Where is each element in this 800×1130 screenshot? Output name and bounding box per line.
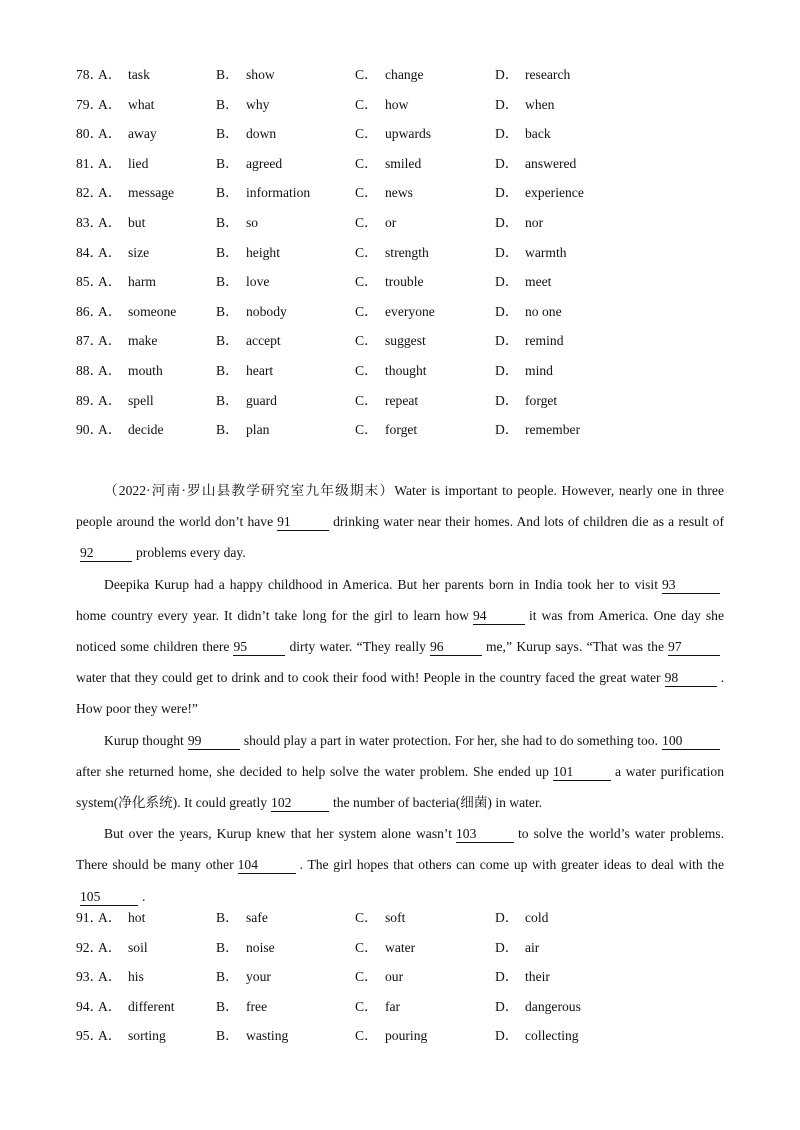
passage-text: problems every day. — [136, 545, 246, 561]
question-number: 80． — [76, 126, 104, 142]
passage-text: after she returned home, she decided to help solve the water problem. She ended up — [76, 763, 549, 779]
option-letter: D． — [495, 126, 519, 142]
passage-paragraph-4 — [76, 818, 724, 912]
option-text: meet — [525, 274, 552, 290]
option-a — [98, 418, 163, 438]
option-d — [495, 389, 557, 409]
question-row — [76, 152, 736, 182]
option-letter: C． — [355, 274, 378, 290]
option-letter: D． — [495, 274, 519, 290]
option-letter: C． — [355, 214, 378, 230]
option-letter: A． — [98, 155, 122, 171]
option-letter: A． — [98, 185, 122, 201]
option-c — [355, 270, 424, 290]
option-letter: D． — [495, 244, 519, 260]
option-d — [495, 995, 581, 1015]
option-a — [98, 63, 150, 83]
option-text: wasting — [246, 1028, 289, 1044]
option-letter: B． — [216, 422, 239, 438]
passage-text: me,” Kurup says. “That was the — [485, 639, 664, 655]
option-text: but — [128, 214, 146, 230]
option-letter: C． — [355, 969, 378, 985]
option-text: forget — [385, 422, 418, 438]
option-d — [495, 965, 550, 985]
option-text: trouble — [385, 274, 424, 290]
blank-102: 102 — [271, 795, 329, 812]
option-text: harm — [128, 274, 156, 290]
option-letter: B． — [216, 362, 239, 378]
option-c — [355, 389, 418, 409]
option-text: guard — [246, 392, 277, 408]
option-text: their — [525, 969, 550, 985]
option-d — [495, 906, 548, 926]
option-letter: B． — [216, 126, 239, 142]
question-number: 85． — [76, 274, 104, 290]
option-text: dangerous — [525, 998, 581, 1014]
option-text: soil — [128, 939, 148, 955]
option-letter: D． — [495, 998, 519, 1014]
question-row — [76, 63, 736, 93]
option-text: news — [385, 185, 413, 201]
option-text: research — [525, 67, 571, 82]
question-number: 79． — [76, 96, 104, 112]
question-number: 86． — [76, 303, 104, 319]
option-text: remember — [525, 422, 581, 438]
option-text: our — [385, 969, 404, 985]
option-letter: D． — [495, 185, 519, 201]
option-text: spell — [128, 392, 154, 408]
option-a — [98, 995, 175, 1015]
option-b — [216, 63, 275, 83]
option-text: collecting — [525, 1028, 579, 1044]
passage-text: . — [142, 888, 146, 904]
option-letter: A． — [98, 274, 122, 290]
option-text: mouth — [128, 362, 163, 378]
option-letter: C． — [355, 939, 378, 955]
option-text: experience — [525, 185, 584, 201]
option-d — [495, 181, 584, 201]
option-text: hot — [128, 910, 146, 925]
question-number: 91． — [76, 910, 104, 925]
option-text: so — [246, 214, 259, 230]
blank-96: 96 — [430, 639, 482, 656]
question-number: 93． — [76, 969, 104, 985]
option-text: back — [525, 126, 551, 142]
option-b — [216, 270, 269, 290]
option-letter: A． — [98, 392, 122, 408]
option-b — [216, 152, 282, 172]
option-a — [98, 241, 149, 261]
option-letter: A． — [98, 126, 122, 142]
option-c — [355, 906, 405, 926]
option-text: make — [128, 333, 158, 349]
option-text: nobody — [246, 303, 287, 319]
option-b — [216, 300, 287, 320]
option-c — [355, 211, 396, 231]
question-row — [76, 211, 736, 241]
option-a — [98, 1024, 166, 1044]
question-row — [76, 936, 736, 966]
passage-text: . How poor they were!” — [76, 670, 724, 717]
option-letter: B． — [216, 910, 239, 925]
option-text: agreed — [246, 155, 283, 171]
option-letter: A． — [98, 998, 122, 1014]
option-a — [98, 389, 154, 409]
blank-104: 104 — [238, 857, 296, 874]
passage-text: . The girl hopes that others can come up with greater ideas to deal with the — [299, 857, 724, 873]
passage-text: it was from America. One day she noticed some children there — [76, 607, 724, 655]
option-text: thought — [385, 362, 427, 378]
option-a — [98, 965, 144, 985]
option-d — [495, 300, 562, 320]
option-text: forget — [525, 392, 558, 408]
option-c — [355, 1024, 427, 1044]
blank-95: 95 — [233, 639, 285, 656]
option-letter: C． — [355, 1028, 378, 1044]
option-text: free — [246, 998, 268, 1014]
option-d — [495, 152, 576, 172]
option-b — [216, 906, 268, 926]
question-row — [76, 1024, 736, 1054]
option-letter: C． — [355, 303, 378, 319]
option-text: water — [385, 939, 416, 955]
option-a — [98, 122, 157, 142]
option-text: no one — [525, 303, 562, 319]
option-text: decide — [128, 422, 164, 438]
option-b — [216, 1024, 288, 1044]
option-letter: A． — [98, 969, 122, 985]
option-c — [355, 63, 424, 83]
option-d — [495, 211, 543, 231]
passage-paragraph-3 — [76, 725, 724, 819]
option-letter: D． — [495, 910, 519, 925]
option-letter: B． — [216, 274, 239, 290]
option-b — [216, 995, 267, 1015]
option-text: upwards — [385, 126, 432, 142]
option-letter: A． — [98, 939, 122, 955]
passage-text: home country every year. It didn’t take long for the girl to learn how — [76, 607, 469, 623]
question-row — [76, 418, 736, 448]
option-b — [216, 389, 277, 409]
option-text: everyone — [385, 303, 435, 319]
option-d — [495, 1024, 579, 1044]
question-row — [76, 359, 736, 389]
option-text: when — [525, 96, 555, 112]
option-letter: D． — [495, 155, 519, 171]
option-letter: D． — [495, 96, 519, 112]
blank-93: 93 — [662, 577, 720, 594]
question-number: 89． — [76, 392, 104, 408]
option-d — [495, 329, 564, 349]
option-letter: D． — [495, 969, 519, 985]
option-text: cold — [525, 910, 549, 925]
option-b — [216, 93, 269, 113]
option-letter: B． — [216, 303, 239, 319]
option-letter: B． — [216, 185, 239, 201]
option-c — [355, 181, 413, 201]
option-b — [216, 241, 280, 261]
option-a — [98, 93, 154, 113]
option-d — [495, 359, 553, 379]
option-letter: D． — [495, 422, 519, 438]
option-text: your — [246, 969, 271, 985]
option-letter: C． — [355, 362, 378, 378]
option-letter: D． — [495, 392, 519, 408]
passage-text: Deepika Kurup had a happy childhood in America. But her parents born in India took her to visit — [104, 576, 658, 592]
option-b — [216, 181, 310, 201]
question-number: 88． — [76, 362, 104, 378]
blank-103: 103 — [456, 826, 514, 843]
option-letter: A． — [98, 1028, 122, 1044]
option-text: suggest — [385, 333, 426, 349]
passage-text: drinking water near their homes. And lots of children die as a result of — [333, 514, 724, 530]
option-text: soft — [385, 910, 406, 925]
option-letter: A． — [98, 214, 122, 230]
option-a — [98, 270, 156, 290]
option-text: different — [128, 998, 175, 1014]
option-letter: C． — [355, 998, 378, 1014]
option-letter: A． — [98, 362, 122, 378]
passage-text: the number of bacteria(细菌) in water. — [333, 795, 543, 811]
option-c — [355, 152, 421, 172]
option-text: warmth — [525, 244, 567, 260]
option-text: plan — [246, 422, 270, 438]
option-text: how — [385, 96, 409, 112]
option-letter: A． — [98, 910, 122, 925]
option-a — [98, 359, 163, 379]
question-number: 87． — [76, 333, 104, 349]
option-letter: C． — [355, 910, 378, 925]
option-text: height — [246, 244, 280, 260]
option-letter: B． — [216, 96, 239, 112]
option-letter: A． — [98, 96, 122, 112]
option-b — [216, 329, 281, 349]
option-c — [355, 936, 415, 956]
option-c — [355, 995, 400, 1015]
option-text: smiled — [385, 155, 422, 171]
option-d — [495, 270, 551, 290]
option-b — [216, 418, 269, 438]
passage-text: But over the years, Kurup knew that her system alone wasn’t — [104, 826, 452, 842]
option-letter: C． — [355, 333, 378, 349]
option-letter: B． — [216, 939, 239, 955]
passage-text: Water is important to people. However, nearly one in three people around the world don’t have — [76, 483, 724, 530]
option-b — [216, 122, 276, 142]
option-text: repeat — [385, 392, 419, 408]
option-text: his — [128, 969, 144, 985]
option-text: noise — [246, 939, 275, 955]
option-d — [495, 241, 567, 261]
option-letter: D． — [495, 333, 519, 349]
option-letter: D． — [495, 303, 519, 319]
option-letter: C． — [355, 244, 378, 260]
option-letter: B． — [216, 392, 239, 408]
option-letter: A． — [98, 422, 122, 438]
question-row — [76, 241, 736, 271]
option-text: far — [385, 998, 401, 1014]
option-letter: C． — [355, 155, 378, 171]
question-number: 95． — [76, 1028, 104, 1044]
option-text: love — [246, 274, 270, 290]
option-text: show — [246, 67, 275, 82]
question-number: 92． — [76, 939, 104, 955]
option-text: heart — [246, 362, 274, 378]
option-text: mind — [525, 362, 553, 378]
option-text: lied — [128, 155, 149, 171]
question-row — [76, 965, 736, 995]
passage-text: to solve the world’s water problems. There should be many other — [76, 826, 724, 873]
option-letter: C． — [355, 185, 378, 201]
cloze-passage — [76, 475, 724, 912]
option-letter: D． — [495, 214, 519, 230]
question-list-78-90 — [76, 63, 736, 448]
question-row — [76, 270, 736, 300]
option-letter: A． — [98, 67, 122, 82]
option-text: nor — [525, 214, 544, 230]
blank-99: 99 — [188, 733, 240, 750]
option-d — [495, 122, 551, 142]
option-c — [355, 93, 408, 113]
question-number: 94． — [76, 998, 104, 1014]
question-number: 81． — [76, 155, 104, 171]
option-letter: B． — [216, 333, 239, 349]
option-a — [98, 211, 145, 231]
option-letter: A． — [98, 303, 122, 319]
option-a — [98, 329, 157, 349]
passage-text: should play a part in water protection. For her, she had to do something too. — [243, 732, 659, 748]
question-row — [76, 906, 736, 936]
option-text: task — [128, 67, 150, 82]
option-a — [98, 181, 174, 201]
passage-text: dirty water. “They really — [289, 639, 426, 655]
option-text: someone — [128, 303, 177, 319]
option-c — [355, 359, 427, 379]
option-c — [355, 965, 403, 985]
option-a — [98, 300, 176, 320]
option-letter: C． — [355, 96, 378, 112]
passage-text: Kurup thought — [104, 732, 184, 748]
question-row — [76, 329, 736, 359]
question-row — [76, 122, 736, 152]
blank-100: 100 — [662, 733, 720, 750]
passage-text: water that they could get to drink and to cook their food with! People in the country faced the great water — [76, 670, 661, 686]
option-b — [216, 965, 271, 985]
option-text: answered — [525, 155, 577, 171]
passage-paragraph-1 — [76, 475, 724, 569]
option-text: what — [128, 96, 155, 112]
passage-text: a water purification system(净化系统). It could greatly — [76, 763, 725, 811]
option-text: air — [525, 939, 540, 955]
option-text: message — [128, 185, 175, 201]
option-letter: D． — [495, 939, 519, 955]
option-text: away — [128, 126, 157, 142]
option-d — [495, 93, 554, 113]
passage-paragraph-2 — [76, 569, 724, 725]
option-text: why — [246, 96, 270, 112]
question-number: 83． — [76, 214, 104, 230]
question-number: 78． — [76, 67, 104, 82]
blank-105: 105 — [80, 889, 138, 906]
blank-97: 97 — [668, 639, 720, 656]
blank-101: 101 — [553, 764, 611, 781]
question-row — [76, 389, 736, 419]
blank-92: 92 — [80, 545, 132, 562]
option-c — [355, 300, 435, 320]
option-letter: B． — [216, 998, 239, 1014]
option-letter: B． — [216, 67, 239, 82]
option-letter: C． — [355, 392, 378, 408]
option-c — [355, 329, 426, 349]
option-c — [355, 418, 417, 438]
blank-94: 94 — [473, 608, 525, 625]
blank-91: 91 — [277, 514, 329, 531]
question-list-91-95 — [76, 906, 736, 1054]
option-text: pouring — [385, 1028, 428, 1044]
option-text: information — [246, 185, 311, 201]
option-a — [98, 152, 148, 172]
option-letter: D． — [495, 362, 519, 378]
question-row — [76, 181, 736, 211]
option-letter: B． — [216, 1028, 239, 1044]
option-text: accept — [246, 333, 281, 349]
option-letter: A． — [98, 333, 122, 349]
option-text: or — [385, 214, 397, 230]
option-c — [355, 241, 429, 261]
option-text: sorting — [128, 1028, 166, 1044]
question-number: 90． — [76, 422, 104, 438]
question-number: 84． — [76, 244, 104, 260]
option-text: size — [128, 244, 150, 260]
question-row — [76, 300, 736, 330]
option-letter: A． — [98, 244, 122, 260]
option-text: down — [246, 126, 277, 142]
question-row — [76, 93, 736, 123]
option-letter: C． — [355, 126, 378, 142]
option-a — [98, 906, 145, 926]
question-row — [76, 995, 736, 1025]
option-text: change — [385, 67, 424, 82]
option-letter: B． — [216, 214, 239, 230]
option-c — [355, 122, 431, 142]
question-number: 82． — [76, 185, 104, 201]
option-letter: B． — [216, 155, 239, 171]
option-b — [216, 936, 275, 956]
option-letter: D． — [495, 67, 519, 82]
option-a — [98, 936, 148, 956]
source-note: （2022·河南·罗山县教学研究室九年级期末） — [104, 483, 395, 498]
option-b — [216, 359, 273, 379]
option-text: safe — [246, 910, 268, 925]
option-d — [495, 63, 570, 83]
option-letter: D． — [495, 1028, 519, 1044]
option-text: strength — [385, 244, 429, 260]
blank-98: 98 — [665, 670, 717, 687]
option-d — [495, 936, 539, 956]
option-letter: B． — [216, 969, 239, 985]
option-b — [216, 211, 258, 231]
option-text: remind — [525, 333, 564, 349]
option-letter: B． — [216, 244, 239, 260]
option-d — [495, 418, 580, 438]
option-letter: C． — [355, 422, 378, 438]
option-letter: C． — [355, 67, 378, 82]
